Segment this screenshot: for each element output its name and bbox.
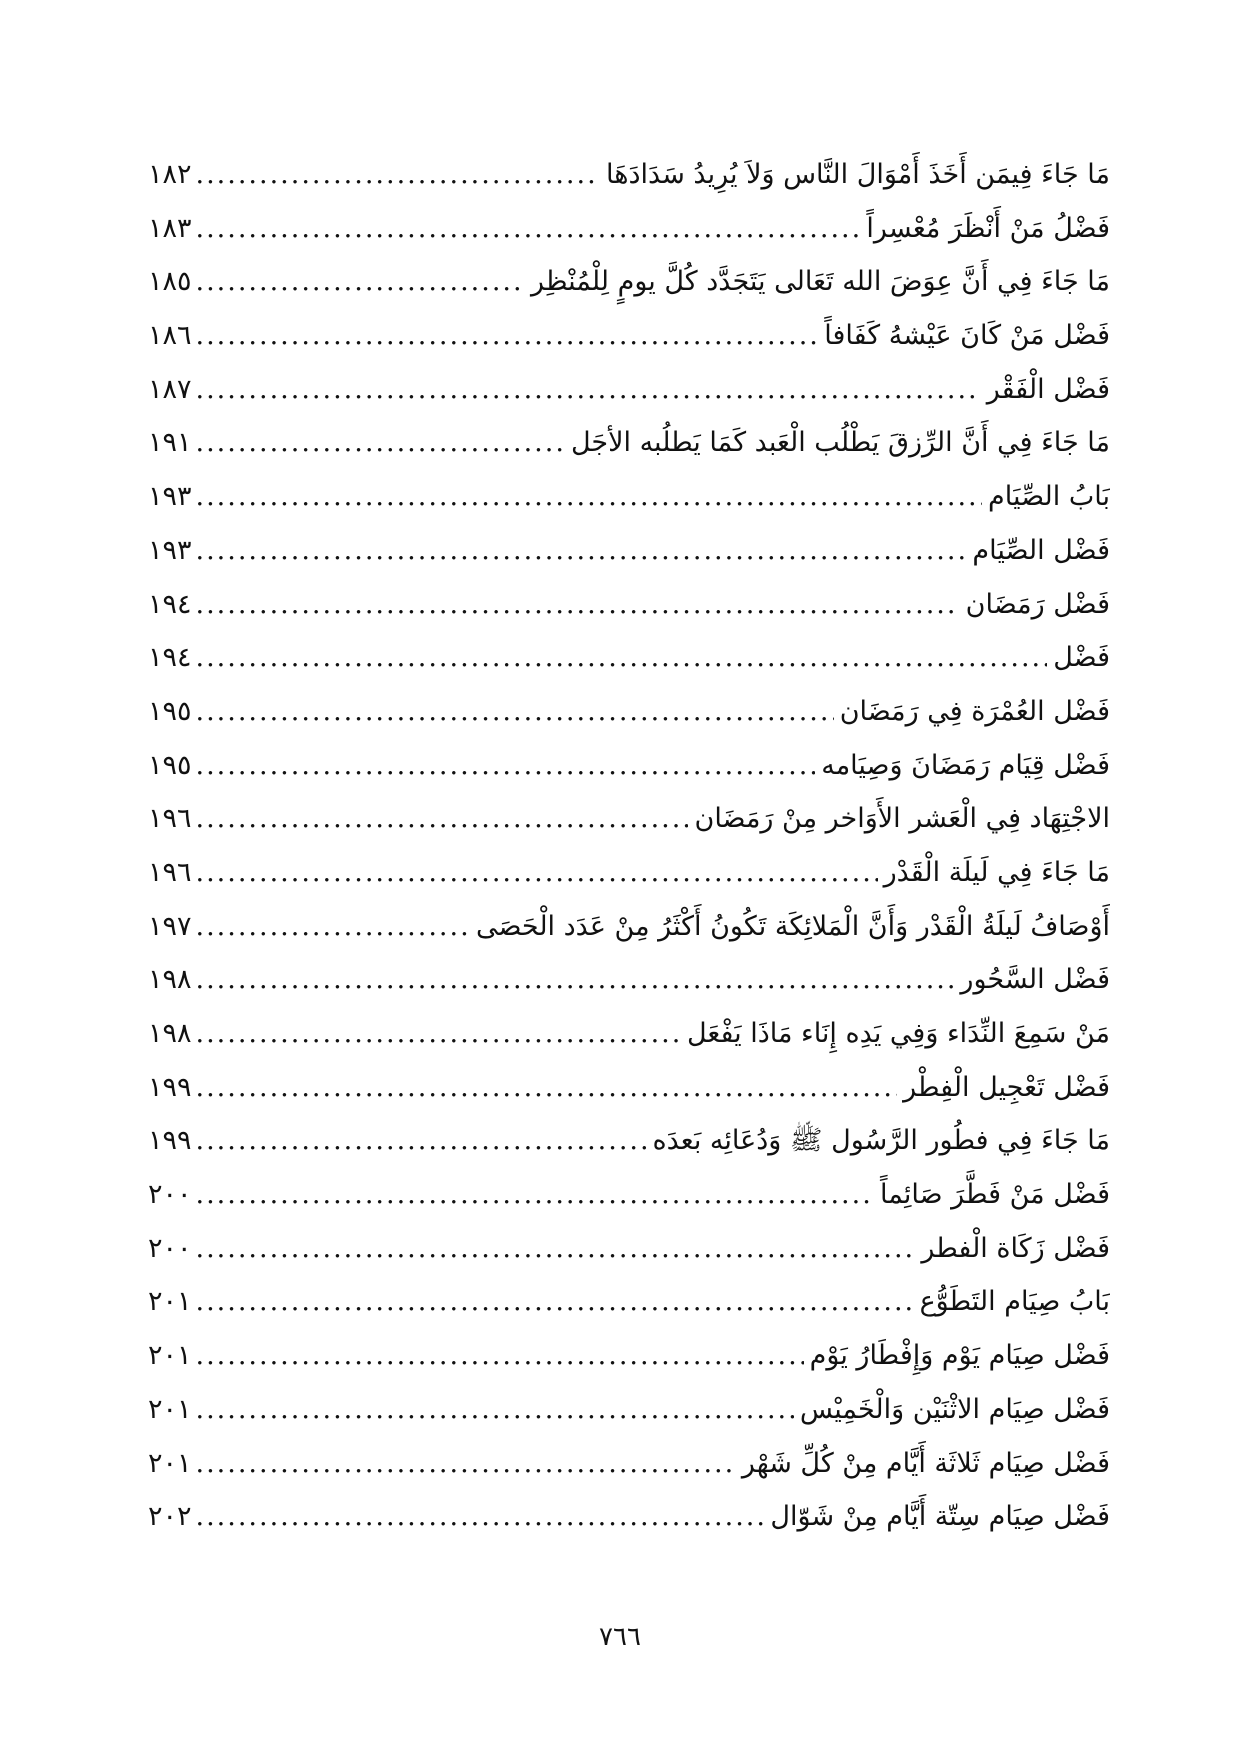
dot-leader <box>196 953 955 1007</box>
toc-entry-title: فَضْل صِيَام ثَلاثَة أَيَّام مِنْ كُلِّ شَهْر <box>741 1447 1110 1479</box>
dot-leader <box>196 685 834 739</box>
toc-entry-page-number: ١٨٦ <box>148 320 192 352</box>
toc-entry-page-number: ١٨٧ <box>148 373 192 405</box>
toc-entry <box>148 470 1110 524</box>
toc-entry-page-number: ٢٠٢ <box>148 1501 192 1533</box>
toc-entry <box>148 953 1110 1007</box>
toc-entry-title: فَضْل تَعْجِيل الْفِطْر <box>903 1071 1110 1103</box>
toc-entry-title: فَضْل صِيَام يَوْم وَإِفْطَارُ يَوْم <box>809 1340 1110 1372</box>
toc-entry-title: مَا جَاءَ فِي لَيلَة الْقَدْر <box>883 856 1110 888</box>
toc-entry <box>148 631 1110 685</box>
toc-entry-title: فَضْل قِيَام رَمَضَانَ وَصِيَامه <box>821 749 1110 781</box>
dot-leader <box>196 739 816 793</box>
dot-leader <box>196 578 960 632</box>
toc-entry-page-number: ٢٠٠ <box>148 1179 192 1211</box>
toc-entry-page-number: ١٩٥ <box>148 749 192 781</box>
toc-entry-title: فَضْل العُمْرَة فِي رَمَضَان <box>839 695 1110 727</box>
toc-entry <box>148 1007 1110 1061</box>
dot-leader <box>196 148 601 202</box>
toc-entry-title: مَا جَاءَ فِي فطُور الرَّسُول ﷺ وَدُعَائِه بَعدَه <box>652 1125 1110 1157</box>
toc-entry-title: الاجْتِهَاد فِي الْعَشر الأَوَاخر مِنْ رَمَضَان <box>694 803 1110 835</box>
toc-entry-page-number: ١٩٧ <box>148 910 192 942</box>
toc-entry-title: فَضْل <box>1053 642 1110 674</box>
dot-leader <box>196 416 565 470</box>
toc-entry-title: فَضْل صِيَام الاثْنَيْن وَالْخَمِيْس <box>799 1393 1110 1425</box>
toc-entry-page-number: ٢٠١ <box>148 1340 192 1372</box>
toc-entry-title: فَضْل زَكَاة الْفطر <box>921 1232 1110 1264</box>
toc-entry-page-number: ١٩٦ <box>148 803 192 835</box>
toc-entry-title: فَضْل مَنْ كَانَ عَيْشهُ كَفَافاً <box>824 320 1110 352</box>
toc-entry-title: بَابُ الصِّيَام <box>988 481 1110 513</box>
toc-entry-page-number: ١٩٥ <box>148 695 192 727</box>
dot-leader <box>196 1061 898 1115</box>
toc-entry-title: مَنْ سَمِعَ النِّدَاء وَفِي يَدِه إِنَاء مَاذَا يَفْعَل <box>686 1018 1110 1049</box>
toc-entry-page-number: ١٨٣ <box>148 212 192 244</box>
toc-entry-title: مَا جَاءَ فِي أَنَّ عِوَضَ الله تَعَالى يَتَجَدَّد كُلَّ يومٍ لِلْمُنْظِر <box>531 266 1110 298</box>
toc-entry <box>148 363 1110 417</box>
toc-entry <box>148 739 1110 793</box>
toc-entry <box>148 1437 1110 1491</box>
toc-entry-page-number: ٢٠١ <box>148 1286 192 1318</box>
toc-entry-title: بَابُ صِيَام التَطَوُّع <box>919 1286 1110 1318</box>
dot-leader <box>196 255 526 309</box>
dot-leader <box>196 1114 647 1168</box>
toc-entry <box>148 202 1110 256</box>
dot-leader <box>196 470 983 524</box>
toc-entry-page-number: ١٨٢ <box>148 159 192 190</box>
toc-entry <box>148 1329 1110 1383</box>
dot-leader <box>196 846 878 900</box>
toc-entry <box>148 578 1110 632</box>
dot-leader <box>196 900 470 954</box>
toc-entry-page-number: ١٩٤ <box>148 642 192 674</box>
dot-leader <box>196 631 1048 685</box>
dot-leader <box>196 524 967 578</box>
toc-entry <box>148 1114 1110 1168</box>
toc-entry <box>148 1383 1110 1437</box>
toc-entry-page-number: ١٩٨ <box>148 964 192 996</box>
toc-entry <box>148 1275 1110 1329</box>
page-number: ٧٦٦ <box>599 1622 641 1652</box>
dot-leader <box>196 202 861 256</box>
dot-leader <box>196 1275 914 1329</box>
dot-leader <box>196 1490 765 1544</box>
toc-entry-title: فَضْل رَمَضَان <box>965 588 1110 620</box>
dot-leader <box>196 1168 874 1222</box>
toc-entry <box>148 1168 1110 1222</box>
toc-entry-page-number: ٢٠١ <box>148 1393 192 1425</box>
toc-entry-title: فَضْلُ مَنْ أَنْظَرَ مُعْسِراً <box>866 212 1110 244</box>
toc-entry <box>148 524 1110 578</box>
toc-entry-title: فَضْل الْفَقْر <box>986 373 1110 405</box>
toc-entry-title: فَضْل مَنْ فَطَّرَ صَائِماً <box>880 1179 1110 1211</box>
toc-entry <box>148 792 1110 846</box>
toc-entry-page-number: ١٩٣ <box>148 481 192 513</box>
toc-entry-page-number: ١٩٩ <box>148 1071 192 1103</box>
toc-entry-title: فَضْل الصِّيَام <box>972 534 1110 566</box>
table-of-contents <box>148 148 1110 1544</box>
toc-entry-page-number: ١٩٦ <box>148 856 192 888</box>
toc-entry <box>148 1490 1110 1544</box>
toc-entry-page-number: ٢٠١ <box>148 1447 192 1479</box>
dot-leader <box>196 1222 916 1276</box>
toc-entry-page-number: ١٩٤ <box>148 588 192 620</box>
toc-entry-page-number: ١٨٥ <box>148 266 192 298</box>
toc-entry-page-number: ١٩١ <box>148 427 192 459</box>
toc-entry <box>148 255 1110 309</box>
toc-entry-title: فَضْل صِيَام سِتّة أَيَّام مِنْ شَوّال <box>770 1501 1110 1533</box>
dot-leader <box>196 1007 681 1061</box>
dot-leader <box>196 1329 804 1383</box>
toc-entry <box>148 1222 1110 1276</box>
toc-entry-page-number: ١٩٣ <box>148 534 192 566</box>
dot-leader <box>196 309 819 363</box>
dot-leader <box>196 363 981 417</box>
toc-entry-title: مَا جَاءَ فِي أَنَّ الرِّزقَ يَطْلُب الْعَبد كَمَا يَطلُبه الأجَل <box>570 427 1110 459</box>
toc-entry-page-number: ١٩٨ <box>148 1018 192 1049</box>
dot-leader <box>196 792 689 846</box>
toc-entry <box>148 685 1110 739</box>
dot-leader <box>196 1437 736 1491</box>
dot-leader <box>196 1383 794 1437</box>
toc-entry-page-number: ٢٠٠ <box>148 1232 192 1264</box>
toc-entry-title: مَا جَاءَ فِيمَن أَخَذَ أَمْوَالَ النَّاس وَلاَ يُرِيدُ سَدَادَهَا <box>606 159 1110 190</box>
toc-entry <box>148 846 1110 900</box>
toc-entry-title: أَوْصَافُ لَيلَةُ الْقَدْر وَأَنَّ الْمَلائِكَة تَكُونُ أَكْثَرُ مِنْ عَدَد الْحَصَى <box>475 910 1110 942</box>
toc-entry-title: فَضْل السَّحُور <box>960 964 1110 996</box>
toc-entry <box>148 1061 1110 1115</box>
toc-entry <box>148 900 1110 954</box>
toc-entry <box>148 148 1110 202</box>
toc-entry-page-number: ١٩٩ <box>148 1125 192 1157</box>
toc-entry <box>148 416 1110 470</box>
toc-entry <box>148 309 1110 363</box>
